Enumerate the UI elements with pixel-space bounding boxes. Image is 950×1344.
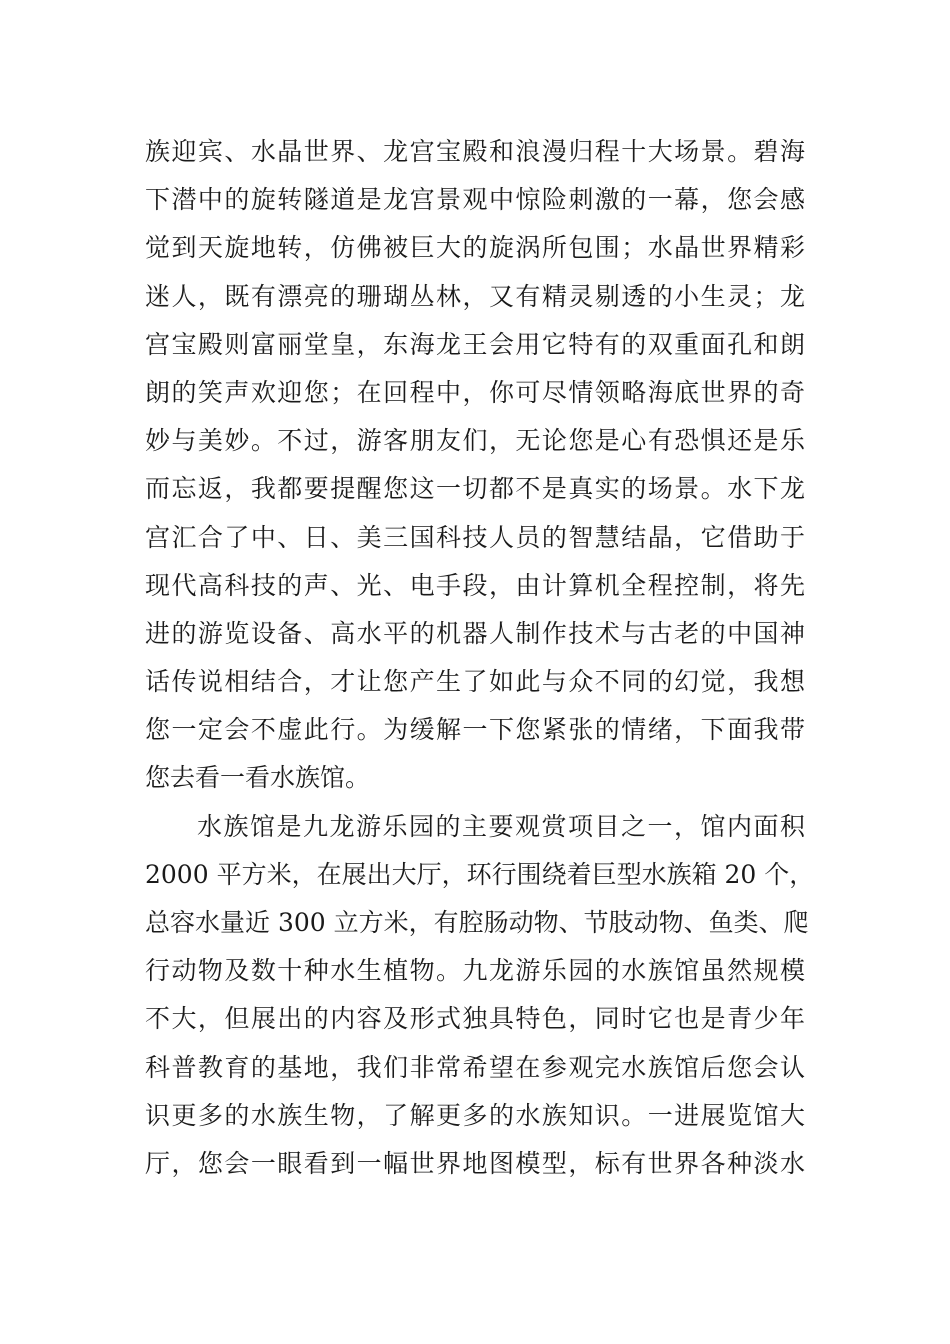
- text-line: 科普教育的基地，我们非常希望在参观完水族馆后您会认: [145, 1052, 805, 1082]
- text-line: 水族馆是九龙游乐园的主要观赏项目之一，馆内面积: [197, 811, 805, 841]
- text-line: 妙与美妙。不过，游客朋友们，无论您是心有恐惧还是乐: [145, 426, 805, 456]
- text-line: 宫汇合了中、日、美三国科技人员的智慧结晶，它借助于: [145, 522, 805, 552]
- body-text: [145, 128, 815, 1188]
- text-line: 现代高科技的声、光、电手段，由计算机全程控制，将先: [145, 570, 805, 600]
- text-line: 总容水量近 300 立方米，有腔肠动物、节肢动物、鱼类、爬: [145, 908, 809, 937]
- text-line: 厅，您会一眼看到一幅世界地图模型，标有世界各种淡水: [145, 1148, 805, 1178]
- text-line: 不大，但展出的内容及形式独具特色，同时它也是青少年: [145, 1004, 805, 1034]
- text-line: 识更多的水族生物，了解更多的水族知识。一进展览馆大: [145, 1100, 805, 1130]
- text-line: 而忘返，我都要提醒您这一切都不是真实的场景。水下龙: [145, 474, 805, 504]
- text-line: 朗的笑声欢迎您；在回程中，你可尽情领略海底世界的奇: [145, 377, 805, 407]
- paragraph: [145, 803, 815, 1189]
- paragraph: [145, 128, 805, 803]
- text-line: 行动物及数十种水生植物。九龙游乐园的水族馆虽然规模: [145, 956, 805, 986]
- text-line: 您一定会不虚此行。为缓解一下您紧张的情绪，下面我带: [145, 715, 805, 745]
- text-line: 下潜中的旋转隧道是龙宫景观中惊险刺激的一幕，您会感: [145, 185, 805, 215]
- text-line: 迷人，既有漂亮的珊瑚丛林，又有精灵剔透的小生灵；龙: [145, 281, 805, 311]
- text-line: 您去看一看水族馆。: [145, 763, 371, 793]
- text-line: 进的游览设备、高水平的机器人制作技术与古老的中国神: [145, 618, 805, 648]
- text-line: 话传说相结合，才让您产生了如此与众不同的幻觉，我想: [145, 667, 805, 697]
- text-line: 2000 平方米，在展出大厅，环行围绕着巨型水族箱 20 个，: [145, 859, 815, 889]
- text-line: 族迎宾、水晶世界、龙宫宝殿和浪漫归程十大场景。碧海: [145, 137, 805, 166]
- text-line: 宫宝殿则富丽堂皇，东海龙王会用它特有的双重面孔和朗: [145, 329, 805, 359]
- text-line: 觉到天旋地转，仿佛被巨大的旋涡所包围；水晶世界精彩: [145, 233, 805, 263]
